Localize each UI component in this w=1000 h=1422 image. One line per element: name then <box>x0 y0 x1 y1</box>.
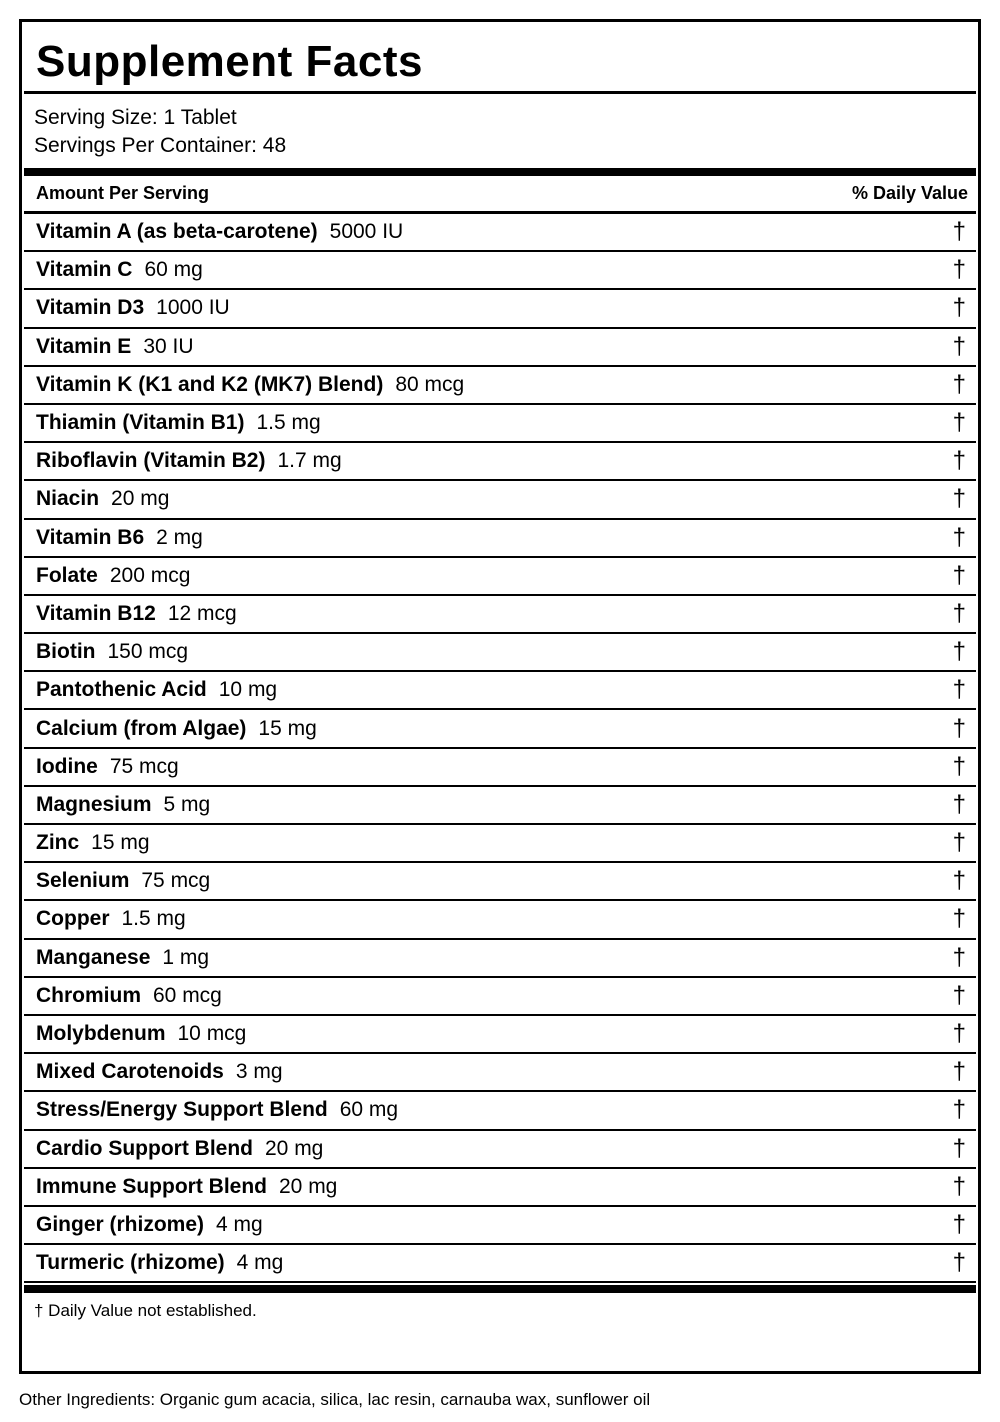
table-row <box>24 405 976 443</box>
table-row <box>24 596 976 634</box>
daily-value-label: % Daily Value <box>851 183 968 203</box>
nutrient-name: Thiamin (Vitamin B1) <box>36 411 245 435</box>
nutrient-name: Molybdenum <box>36 1022 166 1046</box>
nutrient-amount: 15 mg <box>91 831 150 855</box>
nutrient-cell <box>36 717 317 741</box>
table-row <box>24 940 976 978</box>
servings-per-container: Servings Per Container: 48 <box>34 134 287 157</box>
table-row <box>24 520 976 558</box>
daily-value-dagger: † <box>952 943 966 971</box>
table-row <box>24 1092 976 1130</box>
nutrient-amount: 60 mcg <box>153 983 222 1007</box>
nutrient-cell <box>36 1098 398 1122</box>
table-row <box>24 1169 976 1207</box>
panel-title: Supplement Facts <box>36 37 423 86</box>
nutrient-amount: 1 mg <box>162 945 210 969</box>
nutrient-name: Stress/Energy Support Blend <box>36 1098 328 1122</box>
nutrient-name: Folate <box>36 563 98 587</box>
table-row <box>24 329 976 367</box>
nutrient-amount: 5 mg <box>163 792 211 816</box>
nutrient-name: Mixed Carotenoids <box>36 1060 224 1084</box>
divider-thick <box>24 168 976 176</box>
nutrient-amount: 30 IU <box>143 334 194 358</box>
nutrient-name: Vitamin K (K1 and K2 (MK7) Blend) <box>36 372 384 396</box>
table-row <box>24 1245 976 1283</box>
daily-value-dagger: † <box>952 599 966 627</box>
nutrient-amount: 1.5 mg <box>121 907 186 931</box>
supplement-facts-panel <box>19 19 981 1374</box>
nutrient-name: Manganese <box>36 945 151 969</box>
nutrient-name: Ginger (rhizome) <box>36 1212 205 1236</box>
nutrient-cell <box>36 831 150 855</box>
daily-value-dagger: † <box>952 1096 966 1124</box>
daily-value-dagger: † <box>952 1020 966 1048</box>
daily-value-dagger: † <box>952 905 966 933</box>
table-row <box>24 290 976 328</box>
daily-value-dagger: † <box>952 409 966 437</box>
nutrient-name: Copper <box>36 907 110 931</box>
nutrient-name: Turmeric (rhizome) <box>36 1251 225 1275</box>
daily-value-dagger: † <box>952 790 966 818</box>
table-row <box>24 978 976 1016</box>
nutrient-amount: 75 mcg <box>109 754 179 778</box>
nutrient-name: Vitamin C <box>36 258 133 282</box>
nutrient-name: Calcium (from Algae) <box>36 716 247 740</box>
daily-value-dagger: † <box>952 561 966 589</box>
table-row <box>24 863 976 901</box>
daily-value-dagger: † <box>952 485 966 513</box>
nutrient-name: Biotin <box>36 640 96 664</box>
nutrient-list <box>24 214 976 1283</box>
nutrient-cell <box>36 296 230 320</box>
nutrient-cell <box>36 793 210 817</box>
daily-value-dagger: † <box>952 1249 966 1277</box>
table-row <box>24 787 976 825</box>
nutrient-amount: 20 mg <box>279 1174 338 1198</box>
table-row <box>24 558 976 596</box>
nutrient-cell <box>36 220 403 244</box>
nutrient-name: Zinc <box>36 831 80 855</box>
table-row <box>24 1054 976 1092</box>
nutrient-name: Niacin <box>36 487 100 511</box>
daily-value-dagger: † <box>952 1172 966 1200</box>
nutrient-cell <box>36 946 209 970</box>
daily-value-dagger: † <box>952 294 966 322</box>
nutrient-amount: 20 mg <box>111 487 170 511</box>
table-row <box>24 634 976 672</box>
nutrient-cell <box>36 907 186 931</box>
nutrient-amount: 4 mg <box>236 1251 284 1275</box>
daily-value-dagger: † <box>952 714 966 742</box>
table-row <box>24 1131 976 1169</box>
nutrient-amount: 200 mcg <box>109 563 191 587</box>
nutrient-name: Immune Support Blend <box>36 1174 267 1198</box>
nutrient-cell <box>36 1213 263 1237</box>
nutrient-amount: 4 mg <box>216 1212 263 1236</box>
nutrient-cell <box>36 755 179 779</box>
table-row <box>24 749 976 787</box>
table-row <box>24 901 976 939</box>
nutrient-cell <box>36 1022 246 1046</box>
nutrient-cell <box>36 1137 323 1161</box>
nutrient-cell <box>36 373 464 397</box>
daily-value-dagger: † <box>952 523 966 551</box>
daily-value-dagger: † <box>952 867 966 895</box>
amount-per-serving-label: Amount Per Serving <box>36 183 210 203</box>
daily-value-dagger: † <box>952 218 966 246</box>
nutrient-name: Vitamin D3 <box>36 296 145 320</box>
nutrient-name: Chromium <box>36 983 141 1007</box>
nutrient-cell <box>36 258 203 282</box>
nutrient-amount: 5000 IU <box>329 220 404 244</box>
nutrient-amount: 150 mcg <box>107 640 189 664</box>
daily-value-dagger: † <box>952 676 966 704</box>
nutrient-amount: 1.5 mg <box>256 411 321 435</box>
table-header <box>24 176 976 214</box>
other-ingredients: Other Ingredients: Organic gum acacia, silica, lac resin, carnauba wax, sunflower oil <box>19 1390 651 1409</box>
daily-value-dagger: † <box>952 981 966 1009</box>
table-row <box>24 367 976 405</box>
nutrient-name: Cardio Support Blend <box>36 1136 253 1160</box>
nutrient-name: Iodine <box>36 754 98 778</box>
table-row <box>24 710 976 748</box>
nutrient-cell <box>36 335 194 359</box>
daily-value-dagger: † <box>952 447 966 475</box>
daily-value-dagger: † <box>952 370 966 398</box>
nutrient-cell <box>36 449 342 473</box>
nutrient-name: Vitamin A (as beta-carotene) <box>36 220 318 244</box>
table-row <box>24 214 976 252</box>
daily-value-dagger: † <box>952 1134 966 1162</box>
nutrient-name: Vitamin E <box>36 334 132 358</box>
nutrient-cell <box>36 564 190 588</box>
daily-value-dagger: † <box>952 1210 966 1238</box>
table-row <box>24 1016 976 1054</box>
nutrient-amount: 12 mcg <box>167 601 237 625</box>
serving-info <box>22 94 978 168</box>
nutrient-name: Vitamin B6 <box>36 525 145 549</box>
nutrient-cell <box>36 678 277 702</box>
nutrient-cell <box>36 1060 283 1084</box>
nutrient-amount: 15 mg <box>258 716 317 740</box>
daily-value-dagger: † <box>952 752 966 780</box>
daily-value-dagger: † <box>952 829 966 857</box>
table-row <box>24 481 976 519</box>
nutrient-amount: 10 mg <box>218 678 278 702</box>
table-row <box>24 252 976 290</box>
nutrient-cell <box>36 526 203 550</box>
nutrient-amount: 80 mcg <box>395 372 465 396</box>
nutrient-amount: 2 mg <box>156 525 203 549</box>
daily-value-dagger: † <box>952 332 966 360</box>
nutrient-amount: 60 mg <box>339 1098 399 1122</box>
nutrient-cell <box>36 640 188 664</box>
table-row <box>24 672 976 710</box>
nutrient-amount: 10 mcg <box>177 1022 247 1046</box>
nutrient-cell <box>36 1175 337 1199</box>
footnote: † Daily Value not established. <box>34 1301 257 1321</box>
nutrient-amount: 20 mg <box>265 1136 324 1160</box>
nutrient-cell <box>36 487 169 511</box>
title-box <box>24 22 976 94</box>
table-row <box>24 825 976 863</box>
nutrient-amount: 75 mcg <box>141 869 211 893</box>
daily-value-dagger: † <box>952 638 966 666</box>
nutrient-cell <box>36 869 210 893</box>
nutrient-name: Riboflavin (Vitamin B2) <box>36 449 266 473</box>
table-row <box>24 1207 976 1245</box>
nutrient-amount: 3 mg <box>235 1060 283 1084</box>
table-row <box>24 443 976 481</box>
nutrient-amount: 1.7 mg <box>277 449 342 473</box>
nutrient-cell <box>36 1251 283 1275</box>
daily-value-dagger: † <box>952 256 966 284</box>
nutrient-name: Selenium <box>36 869 130 893</box>
daily-value-dagger: † <box>952 1058 966 1086</box>
nutrient-amount: 1000 IU <box>156 296 230 320</box>
nutrient-name: Pantothenic Acid <box>36 678 207 702</box>
serving-size: Serving Size: 1 Tablet <box>34 106 237 129</box>
nutrient-cell <box>36 602 237 626</box>
nutrient-amount: 60 mg <box>144 258 203 282</box>
nutrient-name: Magnesium <box>36 792 152 816</box>
nutrient-cell <box>36 411 321 435</box>
nutrient-name: Vitamin B12 <box>36 601 156 625</box>
nutrient-cell <box>36 984 222 1008</box>
divider-thick-bottom <box>24 1285 976 1293</box>
